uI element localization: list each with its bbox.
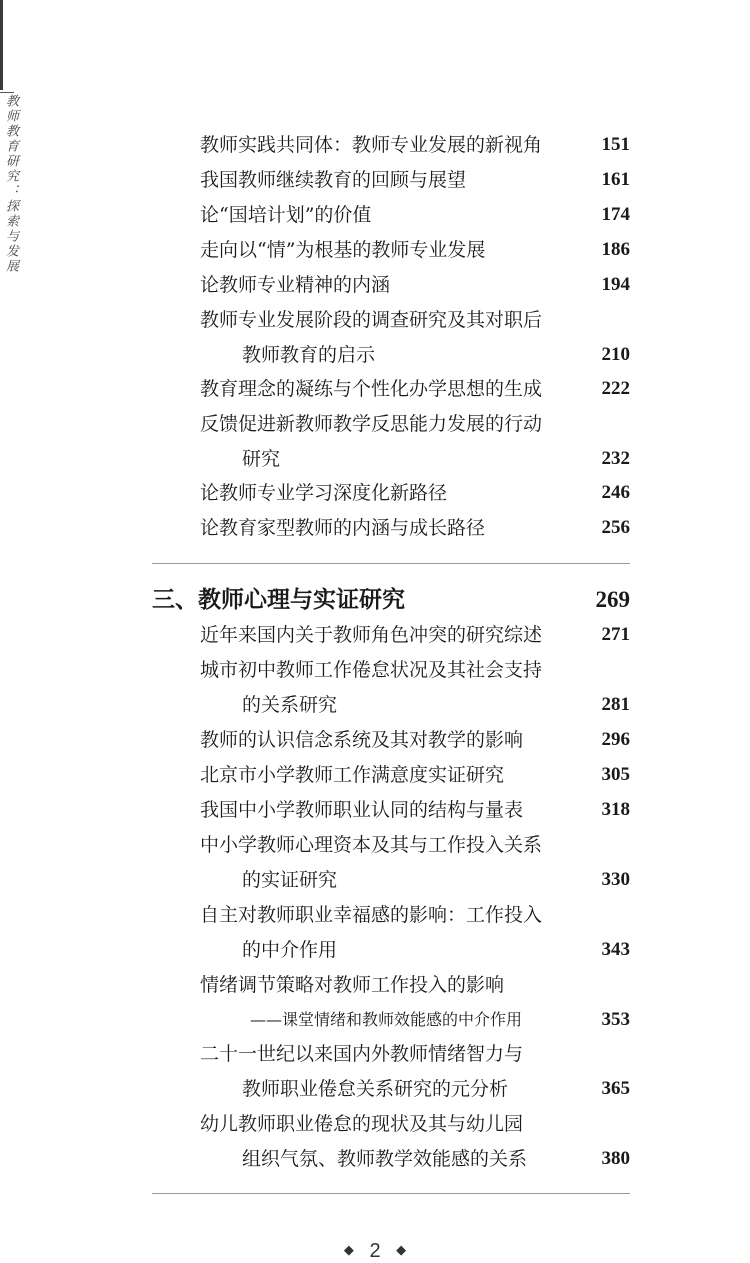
toc-entry-title-cont: 的关系研究 — [242, 694, 338, 716]
toc-entry-title: 情绪调节策略对教师工作投入的影响 — [200, 974, 505, 996]
toc-entry[interactable] — [200, 308, 630, 367]
toc-entry[interactable] — [200, 203, 630, 227]
page-footer — [0, 1240, 750, 1263]
toc-entry[interactable] — [200, 728, 630, 752]
section-heading[interactable] — [152, 585, 630, 615]
toc-entry[interactable] — [200, 238, 630, 262]
toc-entry-title: 我国教师继续教育的回顾与展望 — [200, 169, 467, 191]
toc-entry-page: 365 — [601, 1078, 630, 1099]
toc-entry-page: 222 — [601, 378, 630, 399]
toc-entry-page: 296 — [601, 729, 630, 750]
page-number: 2 — [369, 1240, 381, 1262]
toc-entry-title: 论教师专业精神的内涵 — [200, 274, 391, 296]
toc-entry-page: 330 — [601, 869, 630, 890]
toc-entry-title: 论教师专业学习深度化新路径 — [200, 482, 448, 504]
toc-entry-title: 北京市小学教师工作满意度实证研究 — [200, 764, 505, 786]
toc-entry-page: 256 — [601, 517, 630, 538]
toc-entry-title: 幼儿教师职业倦怠的现状及其与幼儿园 — [200, 1113, 524, 1135]
toc-entry-title-cont: 教师教育的启示 — [242, 344, 376, 366]
toc-entry-title-cont: 组织气氛、教师教学效能感的关系 — [242, 1148, 528, 1170]
toc-entry-page: 174 — [601, 204, 630, 225]
toc-entry-page: 246 — [601, 482, 630, 503]
toc-entry-page: 210 — [601, 344, 630, 365]
running-head: 教师教育研究：探索与发展 — [3, 94, 18, 274]
toc-entry-title: 教师专业发展阶段的调查研究及其对职后 — [200, 309, 543, 331]
bottom-divider — [152, 1193, 630, 1194]
toc-entry[interactable] — [200, 377, 630, 401]
toc-entry[interactable] — [200, 903, 630, 962]
toc-entry-page: 232 — [601, 448, 630, 469]
toc-entry-title: 二十一世纪以来国内外教师情绪智力与 — [200, 1043, 524, 1065]
toc-entry-title: 教师的认识信念系统及其对教学的影响 — [200, 729, 524, 751]
toc-entry[interactable] — [200, 1112, 630, 1171]
toc-entry-page: 194 — [601, 274, 630, 295]
toc-entry-title-cont: 教师职业倦怠关系研究的元分析 — [242, 1078, 509, 1100]
toc-entry-title-cont: 的中介作用 — [242, 939, 338, 961]
toc-entry[interactable] — [200, 481, 630, 505]
toc-entry-title: 近年来国内关于教师角色冲突的研究综述 — [200, 624, 543, 646]
diamond-icon: ◆ — [396, 1242, 407, 1257]
toc-entry-title: 中小学教师心理资本及其与工作投入关系 — [200, 834, 543, 856]
toc-entry-title: 城市初中教师工作倦怠状况及其社会支持 — [200, 659, 543, 681]
toc-entry[interactable] — [200, 516, 630, 540]
toc-entry-page: 271 — [601, 624, 630, 645]
toc-entry-title: 论“国培计划”的价值 — [200, 204, 372, 226]
section-title: 三、教师心理与实证研究 — [152, 586, 405, 613]
toc-entry-page: 151 — [601, 134, 630, 155]
toc-entry-title: 教育理念的凝练与个性化办学思想的生成 — [200, 378, 543, 400]
toc-entry-title: 教师实践共同体：教师专业发展的新视角 — [200, 134, 543, 156]
toc-entry-page: 186 — [601, 239, 630, 260]
toc-entry-page: 353 — [601, 1009, 630, 1030]
section-divider — [152, 563, 630, 564]
toc-entry-title-cont: 的实证研究 — [242, 869, 338, 891]
toc-entry-subtitle: ——课堂情绪和教师效能感的中介作用 — [250, 1010, 523, 1029]
toc-entry[interactable] — [200, 973, 630, 1032]
toc-entry-page: 161 — [601, 169, 630, 190]
toc-entry-page: 281 — [601, 694, 630, 715]
spine-line — [0, 0, 3, 90]
toc-entry-page: 380 — [601, 1148, 630, 1169]
toc-entry-title: 走向以“情”为根基的教师专业发展 — [200, 239, 486, 261]
diamond-icon: ◆ — [343, 1242, 354, 1257]
toc-entry-page: 343 — [601, 939, 630, 960]
toc-entry[interactable] — [200, 798, 630, 822]
toc-entry-page: 305 — [601, 764, 630, 785]
toc-entry[interactable] — [200, 168, 630, 192]
toc-entry[interactable] — [200, 623, 630, 647]
toc-entry[interactable] — [200, 273, 630, 297]
toc-entry[interactable] — [200, 833, 630, 892]
toc-entry[interactable] — [200, 658, 630, 717]
section-page: 269 — [595, 587, 630, 612]
toc-entry-title: 论教育家型教师的内涵与成长路径 — [200, 517, 486, 539]
toc-entry-title: 我国中小学教师职业认同的结构与量表 — [200, 799, 524, 821]
toc-entry[interactable] — [200, 763, 630, 787]
spine-rule — [0, 92, 14, 93]
toc-entry[interactable] — [200, 412, 630, 471]
toc-entry-title: 反馈促进新教师教学反思能力发展的行动 — [200, 413, 543, 435]
toc-entry[interactable] — [200, 133, 630, 157]
toc-entry-title: 自主对教师职业幸福感的影响：工作投入 — [200, 904, 543, 926]
toc-entry-page: 318 — [601, 799, 630, 820]
toc-entry[interactable] — [200, 1042, 630, 1101]
toc-entry-title-cont: 研究 — [242, 448, 281, 470]
